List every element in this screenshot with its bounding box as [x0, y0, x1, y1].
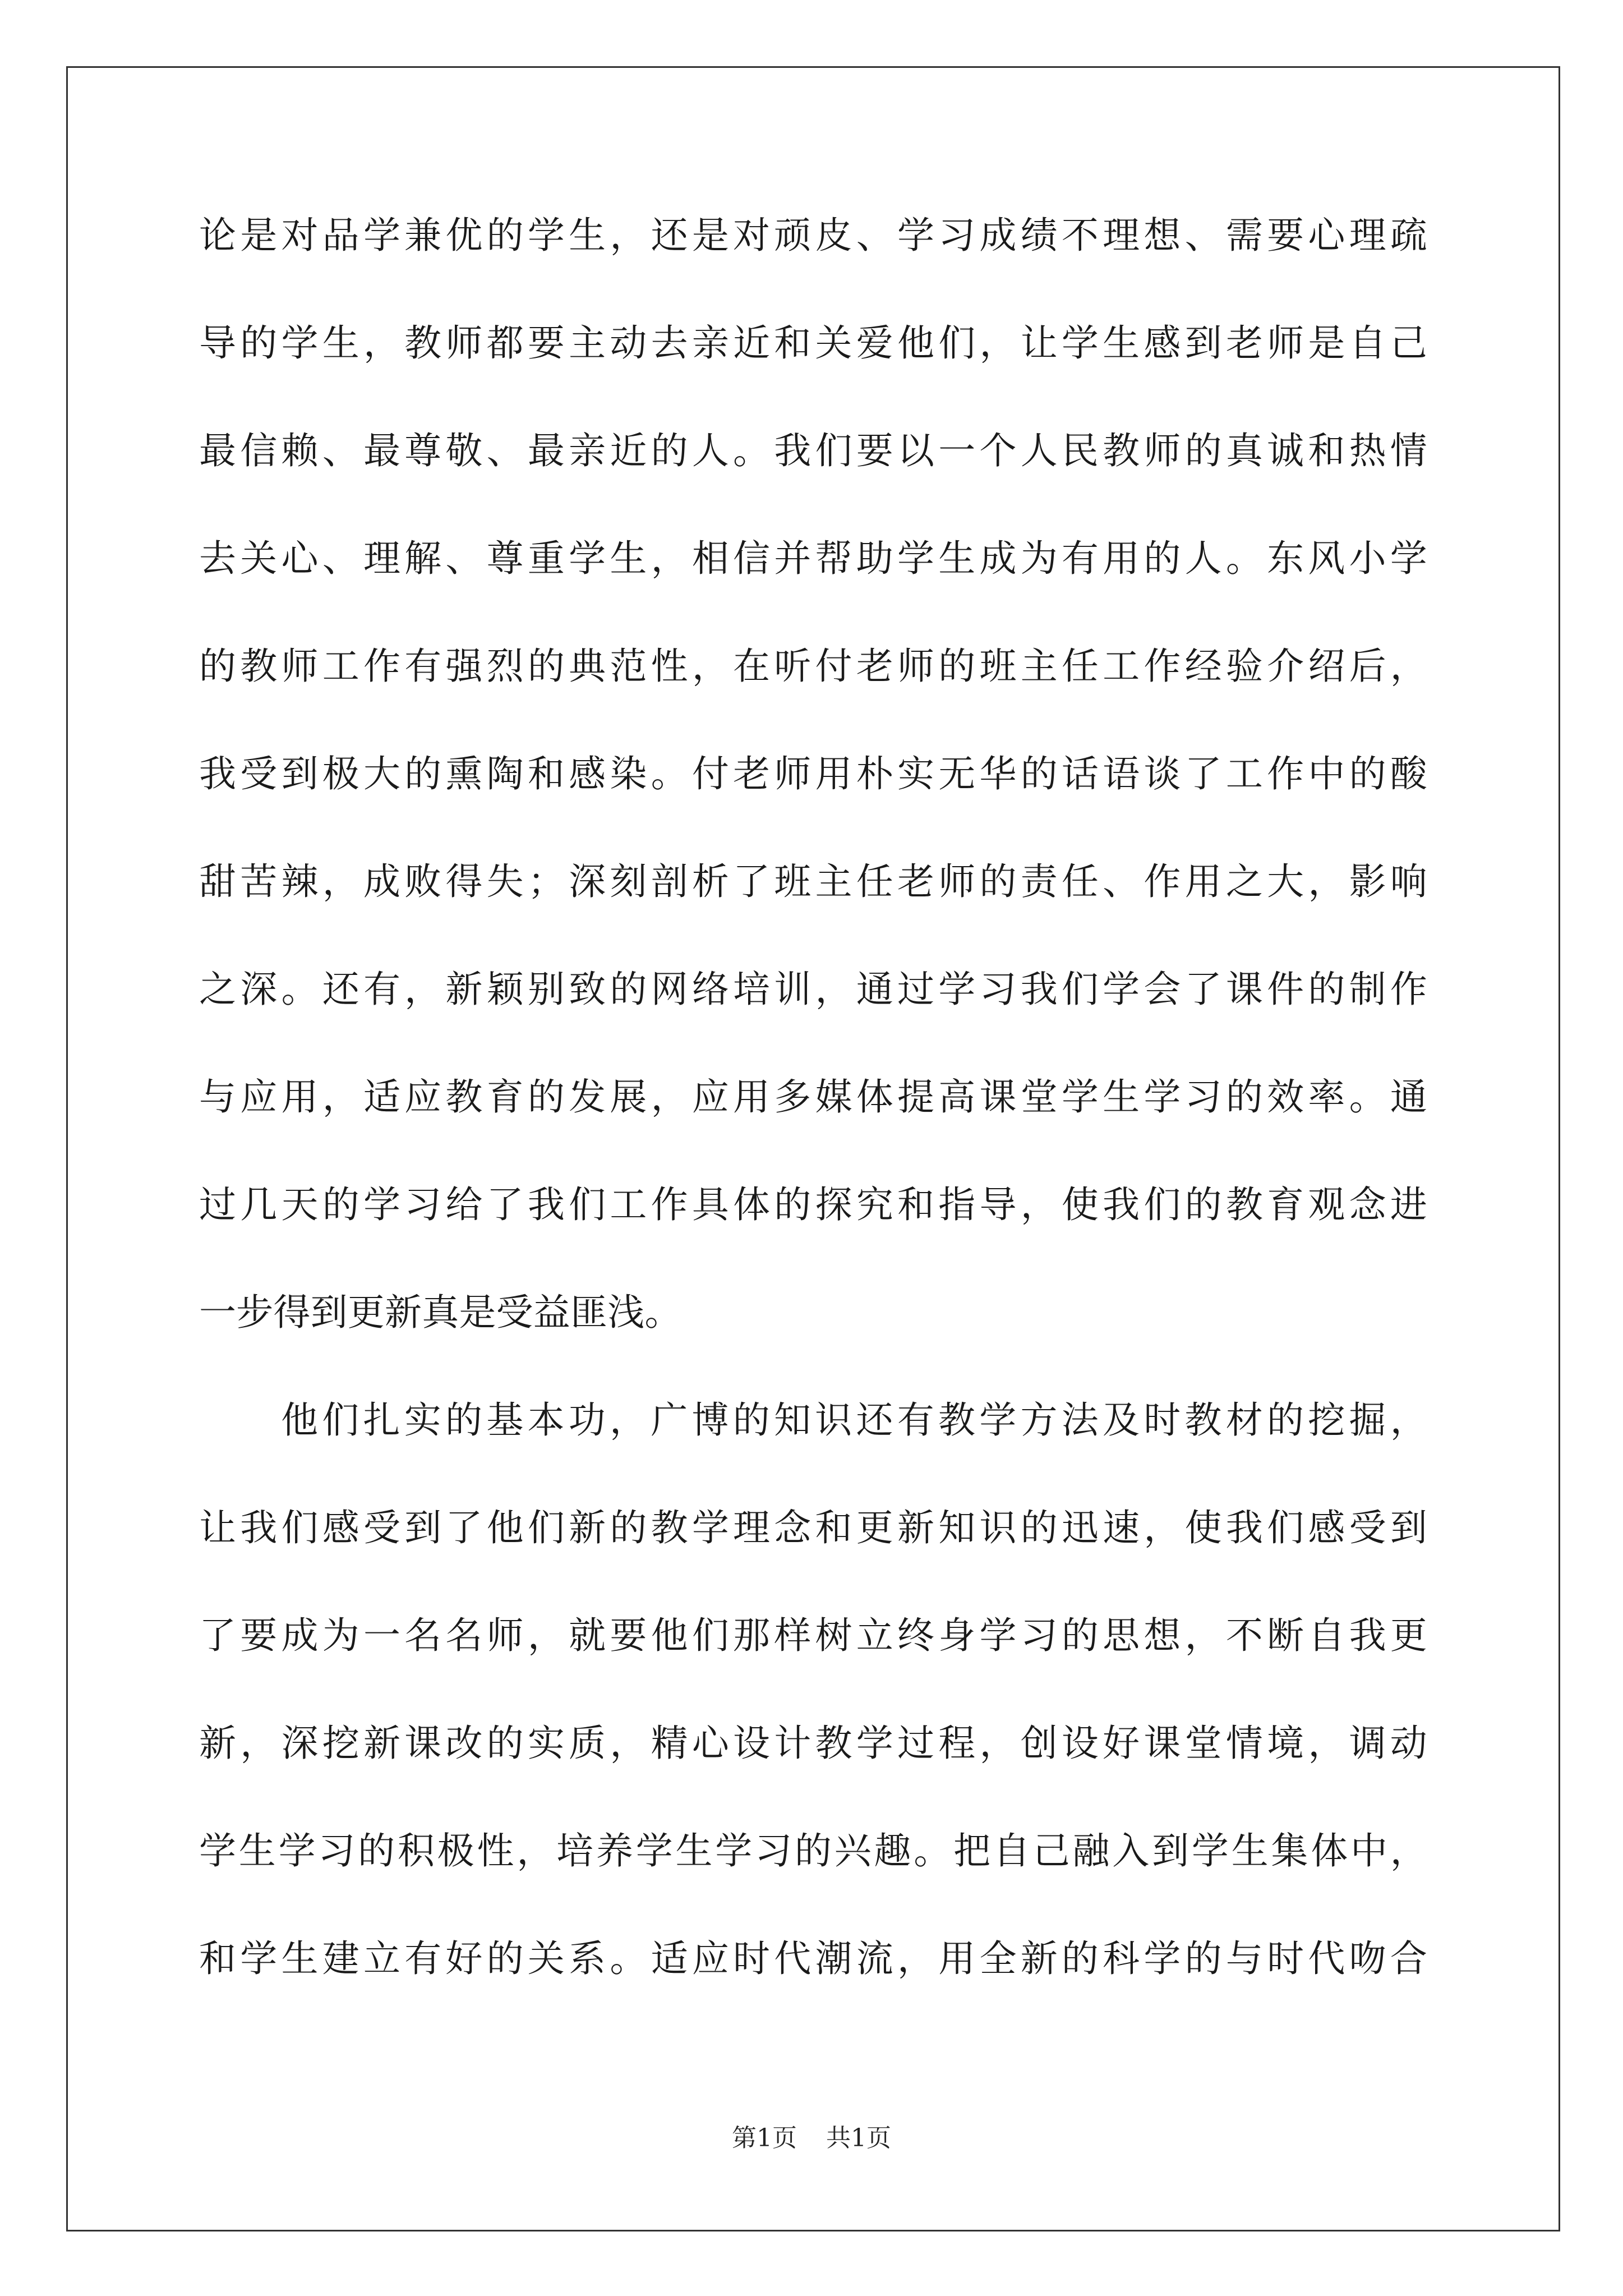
document-body: [199, 216, 1427, 2047]
text-line: 导的学生，教师都要主动去亲近和关爱他们，让学生感到老师是自己: [199, 324, 1427, 365]
paragraph-first-line: 他们扎实的基本功，广博的知识还有教学方法及时教材的挖掘，: [281, 1401, 1427, 1442]
text-line: 一步得到更新真是受益匪浅。: [199, 1293, 682, 1334]
page-total: 共1页: [826, 2124, 891, 2152]
text-line: 过几天的学习给了我们工作具体的探究和指导，使我们的教育观念进: [199, 1185, 1427, 1226]
text-line: 和学生建立有好的关系。适应时代潮流，用全新的科学的与时代吻合: [199, 1939, 1427, 1980]
text-line: 最信赖、最尊敬、最亲近的人。我们要以一个人民教师的真诚和热情: [199, 431, 1427, 472]
text-line: 甜苦辣，成败得失；深刻剖析了班主任老师的责任、作用之大，影响: [199, 862, 1427, 903]
text-line: 让我们感受到了他们新的教学理念和更新知识的迅速，使我们感受到: [199, 1508, 1427, 1549]
text-line: 我受到极大的熏陶和感染。付老师用朴实无华的话语谈了工作中的酸: [199, 754, 1427, 795]
text-line: 新，深挖新课改的实质，精心设计教学过程，创设好课堂情境，调动: [199, 1724, 1427, 1765]
page-footer: [0, 2124, 1623, 2152]
text-line: 去关心、理解、尊重学生，相信并帮助学生成为有用的人。东风小学: [199, 539, 1427, 580]
text-line: 了要成为一名名师，就要他们那样树立终身学习的思想，不断自我更: [199, 1616, 1427, 1657]
text-line: 论是对品学兼优的学生，还是对顽皮、学习成绩不理想、需要心理疏: [199, 216, 1427, 257]
page-number: 第1页: [732, 2124, 797, 2152]
text-line: 之深。还有，新颖别致的网络培训，通过学习我们学会了课件的制作: [199, 970, 1427, 1011]
text-line: 学生学习的积极性，培养学生学习的兴趣。把自己融入到学生集体中，: [199, 1832, 1427, 1872]
text-line: 与应用，适应教育的发展，应用多媒体提高课堂学生学习的效率。通: [199, 1078, 1427, 1119]
text-line: 的教师工作有强烈的典范性，在听付老师的班主任工作经验介绍后，: [199, 647, 1427, 688]
